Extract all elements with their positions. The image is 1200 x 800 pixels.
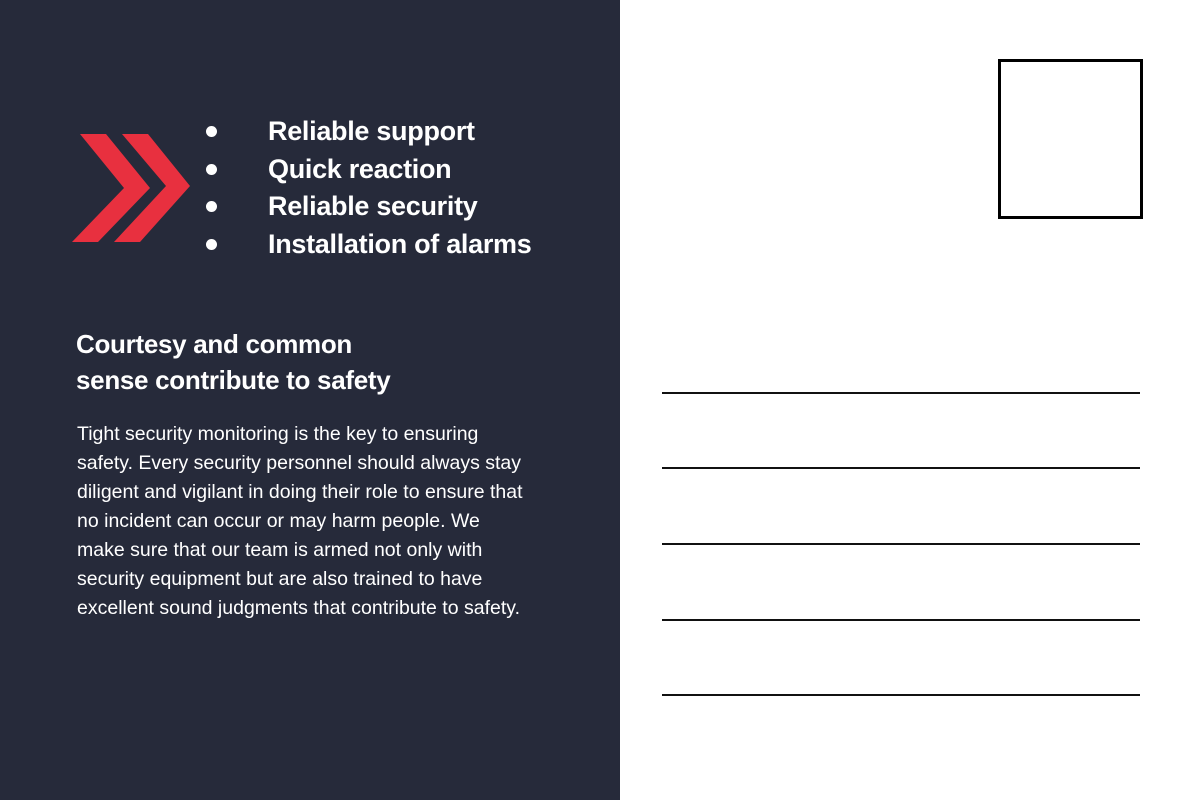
- address-line-3: [662, 543, 1140, 545]
- feature-item: [205, 188, 531, 226]
- address-line-5: [662, 694, 1140, 696]
- section-heading: [76, 326, 496, 398]
- bullet-icon: [206, 201, 217, 212]
- body-paragraph: Tight security monitoring is the key to ensuring safety. Every security personnel should always stay diligent and vigilant in doing their role to ensure that no incident can occur or may harm people. We make sure that our team is armed not only with security equipment but are also trained to have excellent sound judgments that contribute to safety.: [77, 423, 523, 619]
- address-line-4: [662, 619, 1140, 621]
- heading-line-1: Courtesy and common: [76, 329, 353, 359]
- heading-line-2: sense contribute to safety: [76, 365, 391, 395]
- feature-label: Installation of alarms: [268, 228, 532, 259]
- bullet-icon: [206, 164, 217, 175]
- bullet-icon: [206, 126, 217, 137]
- features-list: [205, 113, 531, 263]
- stamp-placeholder-box: [998, 59, 1143, 219]
- bullet-icon: [206, 239, 217, 250]
- address-line-2: [662, 467, 1140, 469]
- feature-item: [205, 113, 531, 151]
- feature-label: Reliable security: [268, 191, 478, 221]
- feature-label: Quick reaction: [268, 153, 452, 184]
- address-line-1: [662, 392, 1140, 394]
- double-chevron-right-icon: [72, 134, 190, 242]
- feature-item: [205, 226, 531, 264]
- feature-label: Reliable support: [268, 116, 475, 146]
- feature-item: [205, 151, 531, 189]
